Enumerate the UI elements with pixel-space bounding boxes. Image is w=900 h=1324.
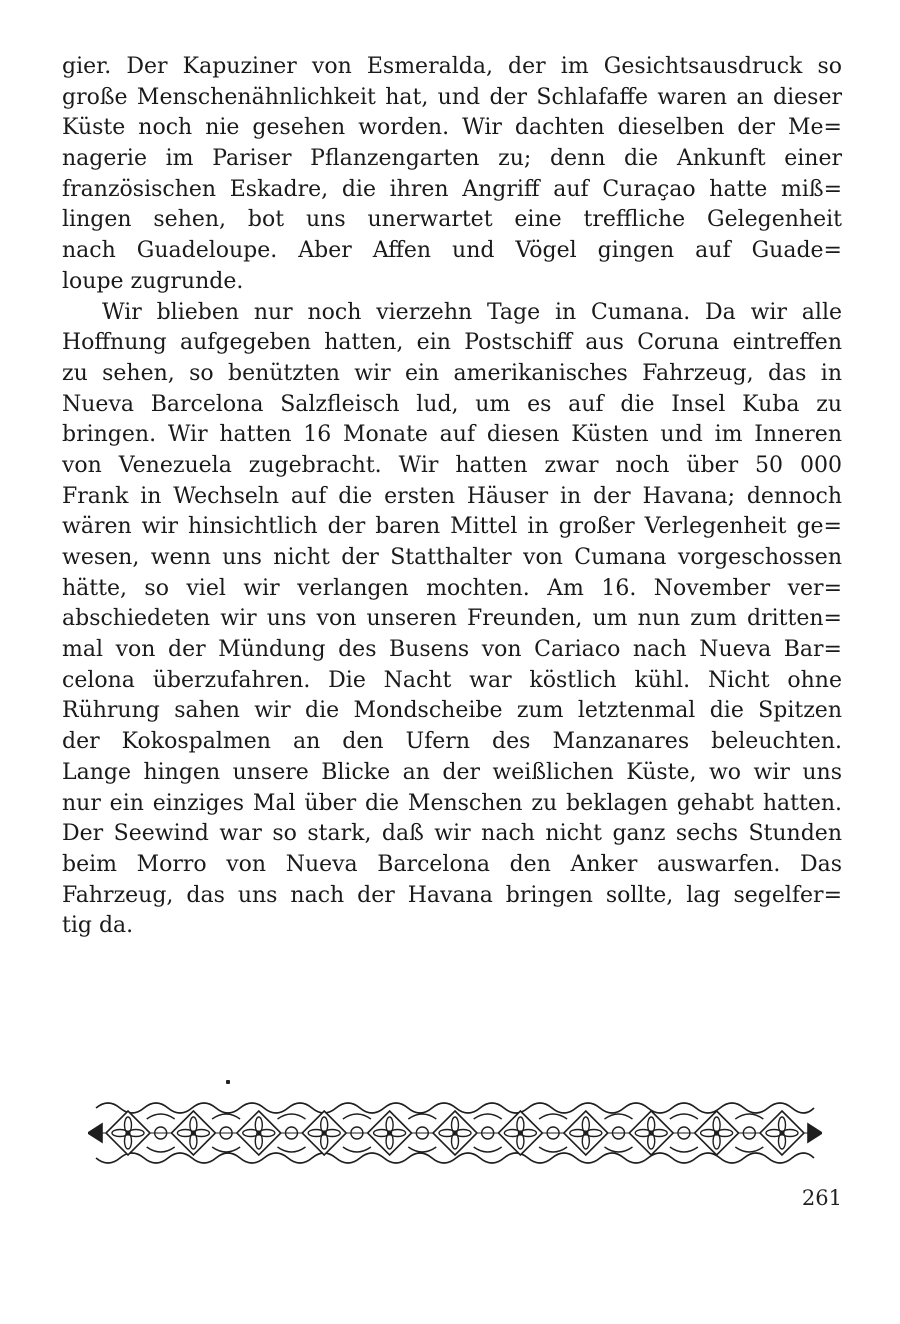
text-line: große Menschenähnlichkeit hat, und der Schlafaffe waren an dieser [62,84,842,110]
text-line: tig da. [62,913,134,939]
text-line: lingen sehen, bot uns unerwartet eine treffliche Gelegenheit [62,207,842,233]
page-number: 261 [801,1186,842,1210]
text-line: nur ein einziges Mal über die Menschen zu beklagen gehabt hatten. [62,790,842,816]
text-line: Fahrzeug, das uns nach der Havana bringen sollte, lag segelfer= [62,882,842,908]
text-line: Nueva Barcelona Salzfleisch lud, um es auf die Insel Kuba zu [62,391,842,417]
text-line: nach Guadeloupe. Aber Affen und Vögel gingen auf Guade= [62,238,842,264]
text-line: Lange hingen unsere Blicke an der weißlichen Küste, wo wir uns [62,759,842,785]
text-line: der Kokospalmen an den Ufern des Manzanares beleuchten. [62,729,842,755]
decorative-border-ornament-icon [88,1096,822,1170]
text-line: Der Seewind war so stark, daß wir nach nicht ganz sechs Stunden [62,821,842,847]
text-line: Hoffnung aufgegeben hatten, ein Postschiff aus Coruna eintreffen [62,330,842,356]
text-line: hätte, so viel wir verlangen mochten. Am 16. November ver= [62,575,842,601]
text-line: Küste noch nie gesehen worden. Wir dachten dieselben der Me= [62,115,842,141]
text-line: wesen, wenn uns nicht der Statthalter von Cumana vorgeschossen [62,545,842,570]
text-line: Wir blieben nur noch vierzehn Tage in Cumana. Da wir alle [102,299,842,325]
text-line: abschiedeten wir uns von unseren Freunden, um nun zum dritten= [62,606,842,632]
text-line: gier. Der Kapuziner von Esmeralda, der im Gesichtsausdruck so [62,54,842,79]
ornament-medallion [760,1111,804,1155]
text-line: von Venezuela zugebracht. Wir hatten zwar noch über 50 000 [62,452,842,478]
body-text [62,52,842,942]
text-line: Rührung sahen wir die Mondscheibe zum letztenmal die Spitzen [62,698,842,724]
text-line: mal von der Mündung des Busens von Cariaco nach Nueva Bar= [62,637,842,663]
text-line: Frank in Wechseln auf die ersten Häuser in der Havana; dennoch [62,483,842,509]
text-line: bringen. Wir hatten 16 Monate auf diesen Küsten und im Inneren [62,422,842,448]
text-line: französischen Eskadre, die ihren Angriff auf Curaçao hatte miß= [62,176,842,202]
text-line: loupe zugrunde. [62,268,244,294]
text-line: wären wir hinsichtlich der baren Mittel in großer Verlegenheit ge= [62,514,842,540]
text-line: beim Morro von Nueva Barcelona den Anker auswarfen. Das [62,851,842,877]
text-line: zu sehen, so benützten wir ein amerikanisches Fahrzeug, das in [62,360,842,386]
text-line: nagerie im Pariser Pflanzengarten zu; denn die Ankunft einer [62,146,842,172]
text-line: celona überzufahren. Die Nacht war köstlich kühl. Nicht ohne [62,667,842,693]
stray-ink-dot [226,1080,230,1084]
